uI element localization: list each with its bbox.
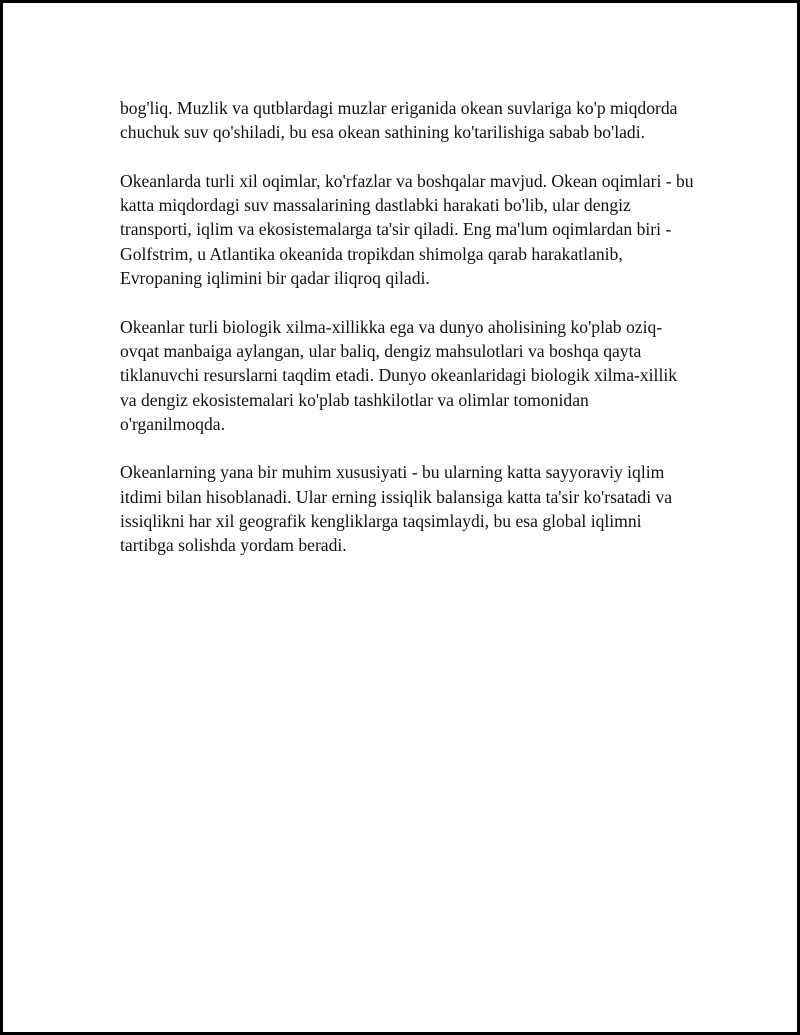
paragraph-1: bog'liq. Muzlik va qutblardagi muzlar eriganida okean suvlariga ko'p miqdorda chuchuk suv qo'shiladi, bu esa okean sathining ko'tarilishiga sabab bo'ladi. <box>120 98 678 143</box>
paragraph-4: Okeanlarning yana bir muhim xususiyati - bu ularning katta sayyoraviy iqlim itdimi bilan hisoblanadi. Ular erning issiqlik balansiga katta ta'sir ko'rsatadi va issiqlikni har xil geografik kengliklarga taqsimlaydi, bu esa global iqlimni tartibga solishda yordam beradi. <box>120 462 673 556</box>
paragraph-3: Okeanlar turli biologik xilma-xillikka ega va dunyo aholisining ko'plab oziq-ovqat manbaiga aylangan, ular baliq, dengiz mahsulotlari va boshqa qayta tiklanuvchi resurslarni taqdim etadi. Dunyo okeanlaridagi biologik xilma-xillik va dengiz ekosistemalari ko'plab tashkilotlar va olimlar tomonidan o'rganilmoqda. <box>120 316 678 434</box>
paragraph-2: Okeanlarda turli xil oqimlar, ko'rfazlar va boshqalar mavjud. Okean oqimlari - bu katta miqdordagi suv massalarining dastlabki harakati bo'lib, ular dengiz transporti, iqlim va ekosistemalarga ta'sir qiladi. Eng ma'lum oqimlardan biri - Golfstrim, u Atlantika okeanida tropikdan shimolga qarab harakatlanib, Evropaning iqlimini bir qadar iliqroq qiladi. <box>120 170 694 289</box>
document-body <box>120 96 695 582</box>
